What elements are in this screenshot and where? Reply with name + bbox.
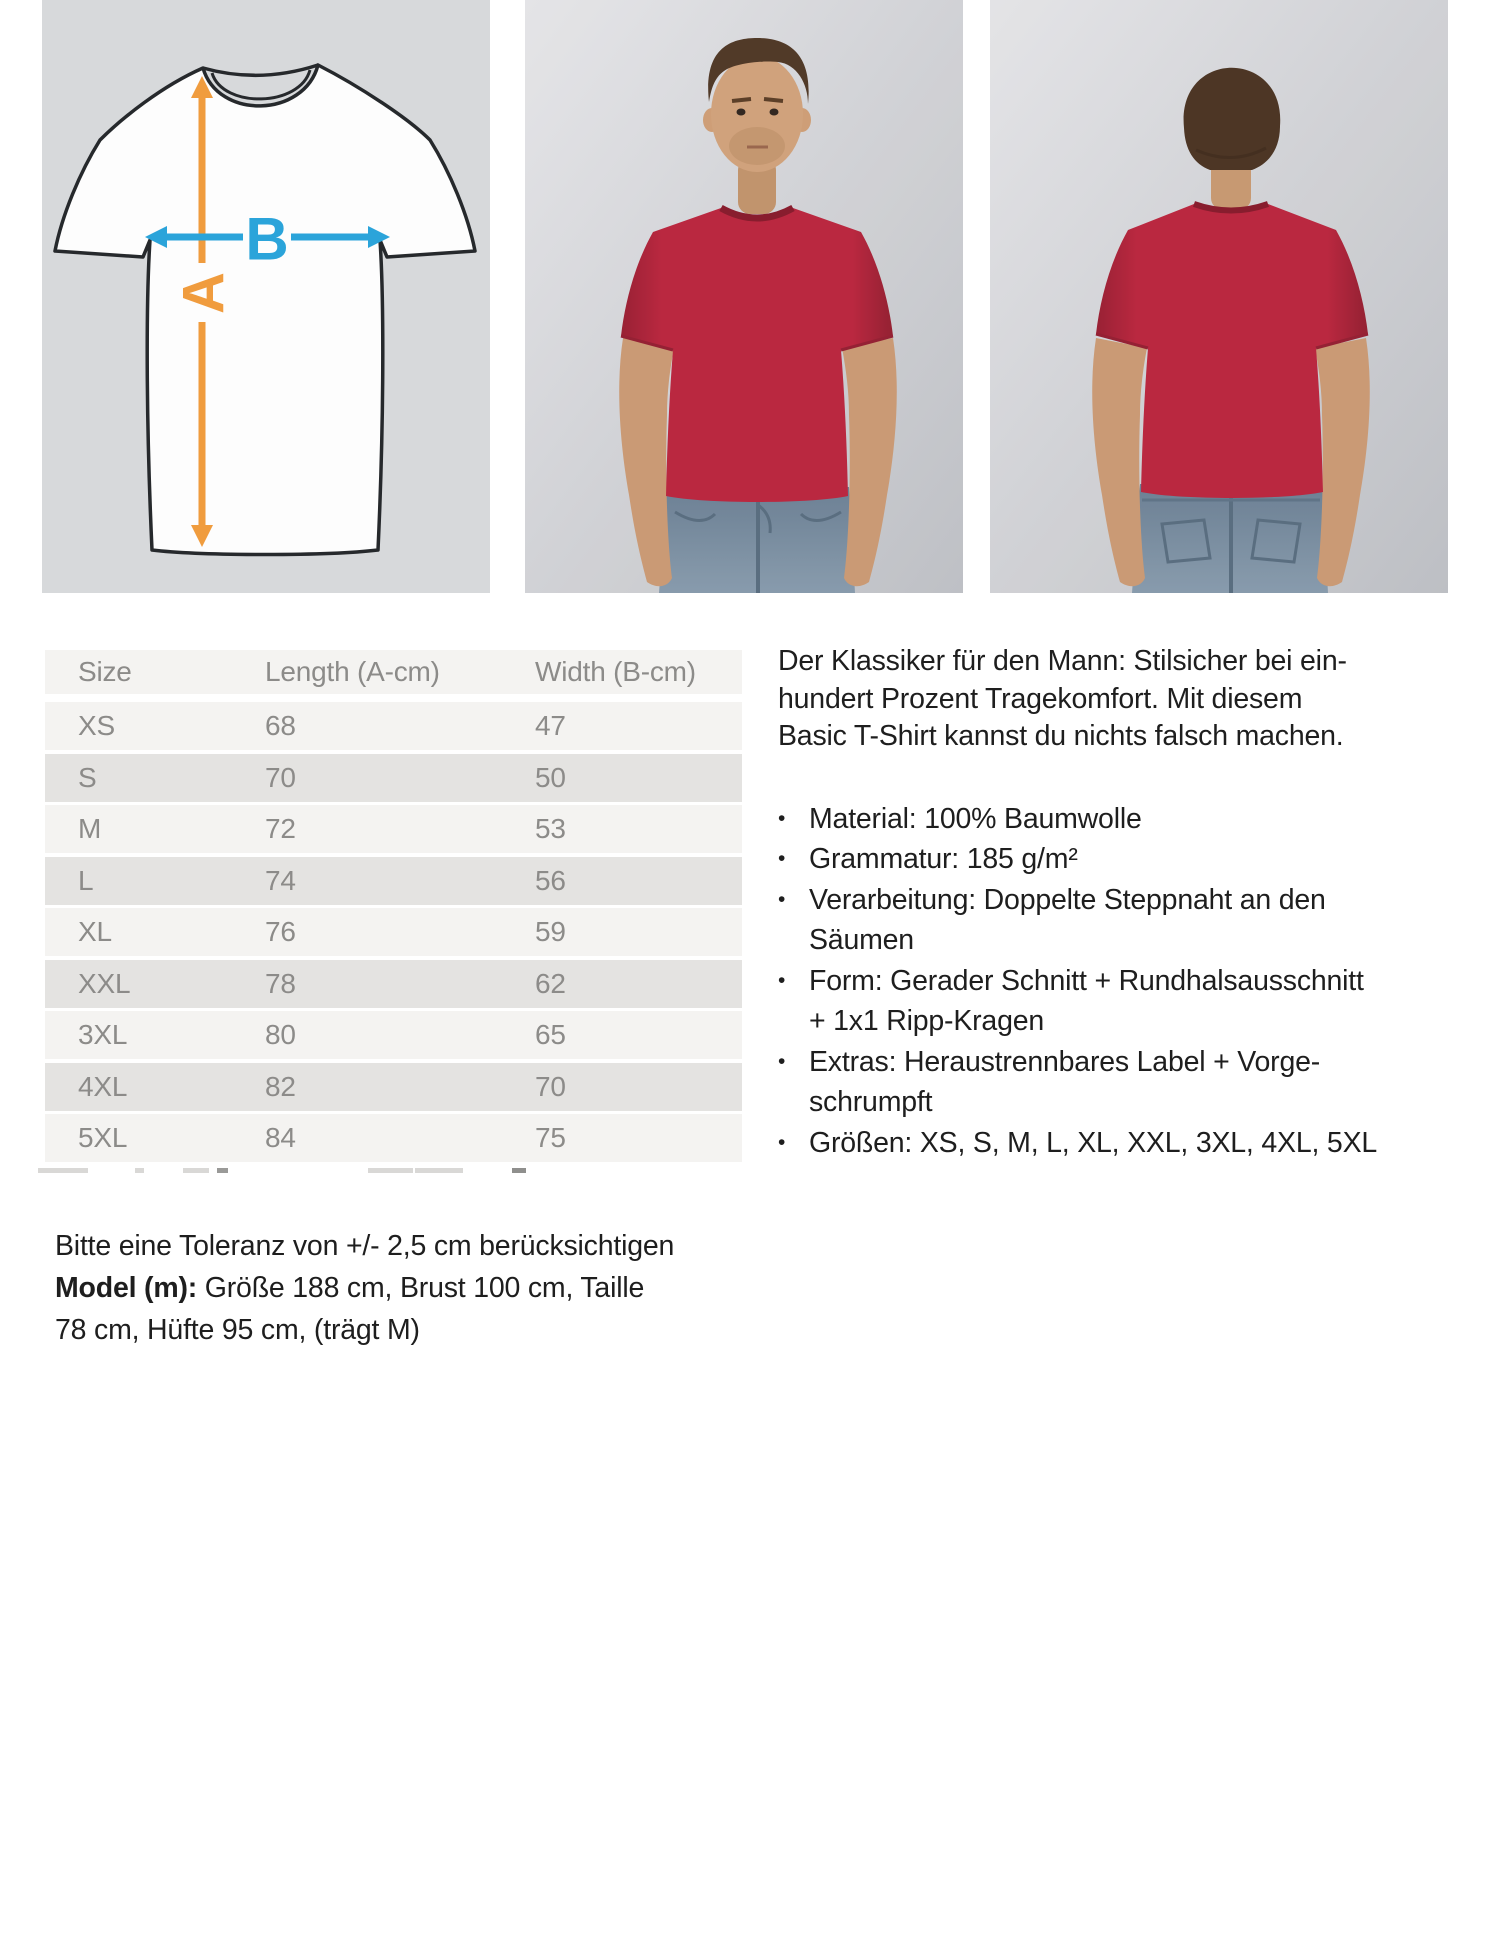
list-item-line: Form: Gerader Schnitt + Rundhalsausschnitt <box>809 964 1364 997</box>
size-chart-table <box>45 650 742 1166</box>
column-header-width: Width (B-cm) <box>535 656 696 687</box>
list-item-text <box>809 1042 1460 1123</box>
cell-width: 47 <box>535 710 566 741</box>
tolerance-line: Bitte eine Toleranz von +/- 2,5 cm berücksichtigen <box>55 1230 675 1262</box>
cell-length: 84 <box>265 1122 296 1153</box>
bullet-icon: • <box>778 1130 786 1154</box>
model-front-photo[interactable] <box>525 0 963 593</box>
cropped-text-mark <box>368 1168 413 1173</box>
cell-length: 70 <box>265 761 296 793</box>
cropped-text-mark <box>512 1168 526 1173</box>
list-item <box>778 1042 1460 1123</box>
size-chart-header <box>45 650 742 694</box>
photo-vignette <box>990 0 1448 593</box>
cell-length: 76 <box>265 916 296 947</box>
cell-size: 5XL <box>78 1122 128 1153</box>
cell-width: 62 <box>535 967 566 999</box>
diagram-label-b: B <box>245 205 289 273</box>
list-item <box>778 1123 1460 1164</box>
size-diagram-image[interactable] <box>42 0 490 593</box>
table-row <box>45 908 742 956</box>
column-header-length: Length (A-cm) <box>265 656 440 687</box>
bullet-icon: • <box>778 806 786 830</box>
bullet-icon: • <box>778 1049 786 1073</box>
model-label: Model (m): <box>55 1272 198 1304</box>
model-info-line2: 78 cm, Hüfte 95 cm, (trägt M) <box>55 1314 420 1346</box>
cell-length: 74 <box>265 864 296 896</box>
cell-size: XXL <box>78 967 131 999</box>
cropped-text-mark <box>183 1168 209 1173</box>
paragraph-line: Der Klassiker für den Mann: Stilsicher bei ein- <box>778 645 1347 677</box>
list-item-text <box>809 839 1460 880</box>
photo-vignette <box>525 0 963 593</box>
list-item <box>778 961 1460 1042</box>
cropped-row-fragment <box>0 1168 1496 1174</box>
tshirt-measurement-diagram <box>42 0 490 593</box>
list-item-line: Material: 100% Baumwolle <box>809 802 1142 835</box>
list-item <box>778 799 1460 840</box>
description-paragraph <box>778 643 1460 756</box>
cell-size: 4XL <box>78 1070 128 1102</box>
bullet-icon: • <box>778 847 786 870</box>
list-item <box>778 880 1460 961</box>
list-item-text <box>809 1123 1460 1164</box>
cell-width: 56 <box>535 864 566 896</box>
tolerance-note <box>55 1225 755 1351</box>
table-row <box>45 857 742 905</box>
feature-list <box>778 799 1460 1164</box>
model-measurements: Größe 188 cm, Brust 100 cm, Taille <box>197 1272 645 1304</box>
list-item-text <box>809 799 1460 840</box>
list-item-text <box>809 880 1460 961</box>
bullet-icon: • <box>778 887 786 911</box>
cell-size: M <box>78 813 102 844</box>
table-row <box>45 1011 742 1059</box>
model-back-photo[interactable] <box>990 0 1448 593</box>
cell-width: 50 <box>535 761 566 793</box>
cell-size: S <box>78 761 97 793</box>
list-item-line: Säumen <box>809 924 914 956</box>
table-row <box>45 960 742 1008</box>
cell-size: XS <box>78 710 115 741</box>
list-item-line: Extras: Heraustrennbares Label + Vorge- <box>809 1045 1321 1078</box>
cell-length: 68 <box>265 710 296 741</box>
cell-size: L <box>78 864 94 896</box>
product-description <box>778 643 1460 1163</box>
list-item <box>778 839 1460 880</box>
table-row <box>45 805 742 853</box>
cell-width: 75 <box>535 1122 566 1153</box>
paragraph-line: hundert Prozent Tragekomfort. Mit diesem <box>778 682 1303 715</box>
cell-length: 82 <box>265 1070 296 1102</box>
table-row <box>45 702 742 750</box>
column-header-size: Size <box>78 656 132 687</box>
cell-length: 80 <box>265 1019 296 1050</box>
model-back-illustration <box>990 0 1448 593</box>
cell-length: 72 <box>265 813 296 844</box>
bullet-icon: • <box>778 968 786 992</box>
list-item-text <box>809 961 1460 1042</box>
list-item-line: Grammatur: 185 g/m² <box>809 843 1078 875</box>
cell-size: XL <box>78 916 112 947</box>
size-chart-body <box>45 702 742 1162</box>
list-item-line: + 1x1 Ripp-Kragen <box>809 1005 1045 1037</box>
cropped-text-mark <box>38 1168 88 1173</box>
diagram-label-a: A <box>171 272 237 314</box>
cropped-text-mark <box>135 1168 144 1173</box>
cell-size: 3XL <box>78 1019 128 1050</box>
list-item-line: Größen: XS, S, M, L, XL, XXL, 3XL, 4XL, 5XL <box>809 1126 1378 1159</box>
paragraph-line: Basic T-Shirt kannst du nichts falsch machen. <box>778 720 1344 752</box>
list-item-line: Verarbeitung: Doppelte Steppnaht an den <box>809 883 1326 916</box>
table-row <box>45 1114 742 1162</box>
cell-width: 70 <box>535 1070 566 1102</box>
cell-width: 59 <box>535 916 566 947</box>
cropped-text-mark <box>217 1168 228 1173</box>
cropped-text-mark <box>415 1168 463 1173</box>
cell-width: 65 <box>535 1019 566 1050</box>
cell-width: 53 <box>535 813 566 844</box>
model-front-illustration <box>525 0 963 593</box>
list-item-line: schrumpft <box>809 1086 933 1118</box>
model-info-line <box>55 1267 755 1309</box>
table-row <box>45 754 742 802</box>
cell-length: 78 <box>265 967 296 999</box>
table-row <box>45 1063 742 1111</box>
